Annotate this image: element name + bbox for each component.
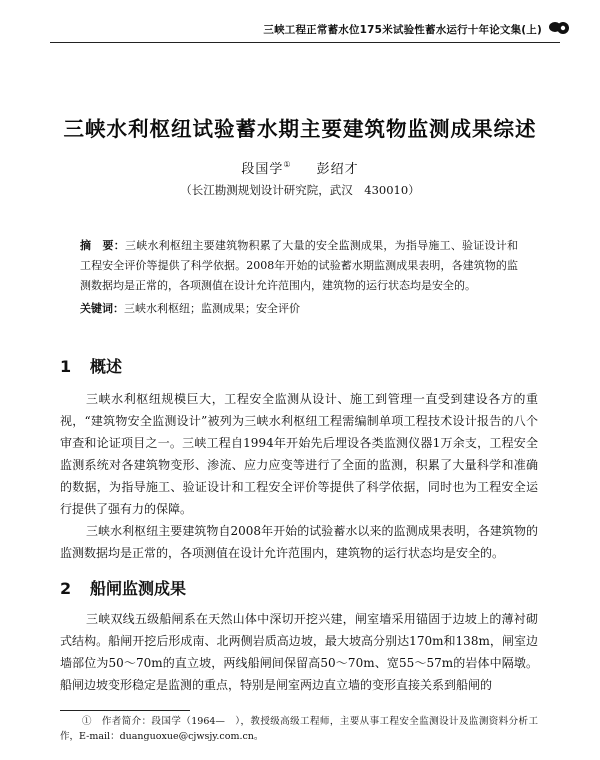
author-1-footnote-mark: ① bbox=[283, 160, 292, 169]
affiliation: （长江勘测规划设计研究院，武汉 430010） bbox=[180, 183, 420, 197]
authors bbox=[0, 158, 600, 177]
abstract-label: 摘 要： bbox=[80, 239, 125, 252]
section-title: 概述 bbox=[90, 357, 123, 376]
keywords-label: 关键词： bbox=[80, 302, 124, 315]
author-2: 彭绍才 bbox=[316, 162, 359, 177]
section-heading-shiplock bbox=[60, 576, 186, 599]
journal-logo-icon bbox=[548, 18, 570, 36]
footnote-mark: ① bbox=[82, 716, 92, 727]
section-number: 2 bbox=[60, 579, 72, 598]
footnote-text: 作者简介：段国学（1964— ），教授级高级工程师，主要从事工程安全监测设计及监测资料分析工作，E-mail：duanguoxue@cjwsjy.com.cn。 bbox=[60, 716, 538, 742]
footnote-rule bbox=[60, 710, 190, 711]
keywords-text: 三峡水利枢纽；监测成果；安全评价 bbox=[124, 302, 300, 315]
running-header: 三峡工程正常蓄水位175米试验性蓄水运行十年论文集(上) bbox=[263, 24, 542, 36]
section-number: 1 bbox=[60, 357, 72, 376]
paragraph: 三峡双线五级船闸系在天然山体中深切开挖兴建，闸室墙采用锚固于边坡上的薄衬砌式结构。船闸开挖后形成南、北两侧岩质高边坡，最大坡高分别达170m和138m，闸室边墙部位为50～70m的直立坡，两线船闸间保留高50～70m、宽55～57m的岩体中隔墩。船闸边坡变形稳定是监测的重点，特别是闸室两边直立墙的变形直接关系到船闸的 bbox=[60, 612, 538, 692]
keywords bbox=[80, 300, 518, 318]
paragraph: 三峡水利枢纽主要建筑物自2008年开始的试验蓄水以来的监测成果表明，各建筑物的监测数据均是正常的，各项测值在设计允许范围内，建筑物的运行状态均是安全的。 bbox=[60, 524, 538, 560]
abstract bbox=[80, 236, 518, 296]
section-heading-overview bbox=[60, 354, 122, 377]
paragraph: 三峡水利枢纽规模巨大，工程安全监测从设计、施工到管理一直受到建设各方的重视，“建筑物安全监测设计”被列为三峡水利枢纽工程需编制单项工程技术设计报告的八个审查和论证项目之一。三峡工程自1994年开始先后埋设各类监测仪器1万余支，工程安全监测系统对各建筑物变形、渗流、应力应变等进行了全面的监测，积累了大量科学和准确的数据，为指导施工、验证设计和工程安全评价等提供了科学依据，同时也为工程安全运行提供了强有力的保障。 bbox=[60, 392, 538, 516]
author-1 bbox=[241, 162, 291, 177]
paper-title: 三峡水利枢纽试验蓄水期主要建筑物监测成果综述 bbox=[63, 117, 537, 141]
footnote bbox=[60, 714, 538, 744]
abstract-text: 三峡水利枢纽主要建筑物积累了大量的安全监测成果，为指导施工、验证设计和工程安全评价等提供了科学依据。2008年开始的试验蓄水期监测成果表明，各建筑物的监测数据均是正常的，各项测值在设计允许范围内，建筑物的运行状态均是安全的。 bbox=[80, 239, 519, 292]
header-rule bbox=[50, 42, 560, 43]
section-title: 船闸监测成果 bbox=[90, 579, 187, 598]
author-1-name: 段国学 bbox=[241, 162, 284, 177]
